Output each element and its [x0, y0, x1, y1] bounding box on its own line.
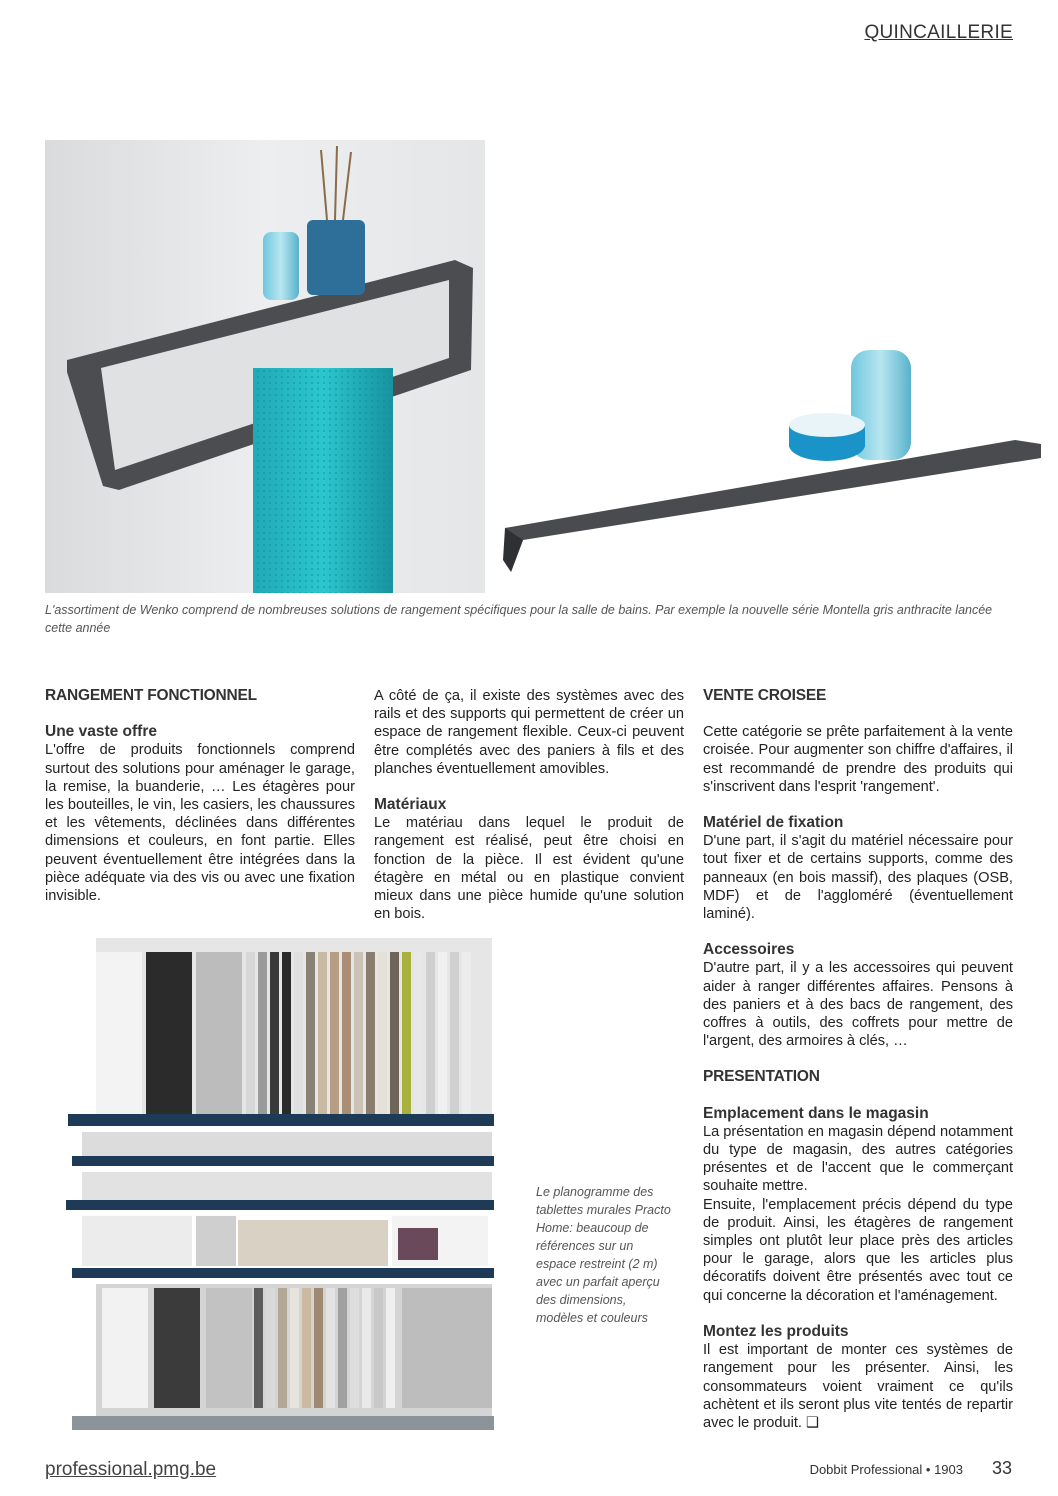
subheading-emplacement: Emplacement dans le magasin: [703, 1104, 929, 1122]
planogram-display-photo: [62, 938, 504, 1438]
paragraph: D'autre part, il y a les accessoires qui peuvent aider à ranger différentes affaires. Pensons à des paniers et à des bacs de rangement, des coffres à outils, des coffrets pour mettre de l'argent, des armoires à clés, …: [703, 960, 1013, 1050]
paragraph: La présentation en magasin dépend notamment du type de magasin, des autres catégories présentes et de l'accent que le commerçant souhaite mettre.: [703, 1123, 1013, 1195]
column-2: [374, 687, 684, 923]
subheading-montez: Montez les produits: [703, 1322, 849, 1340]
paragraph: Cette catégorie se prête parfaitement à la vente croisée. Pour augmenter son chiffre d'affaires, il est recommandé de prendre des produits qui s'inscrivent dans l'esprit 'rangement'.: [703, 724, 1013, 795]
paragraph: Le matériau dans lequel le produit de rangement est réalisé, peut être choisi en fonction de la pièce. Il est évident qu'une étagère en métal ou en plastique convient mieux dans une pièce humide qu'une solution en bois.: [374, 815, 684, 923]
magazine-issue: Dobbit Professional • 1903: [809, 1462, 963, 1477]
website-link[interactable]: professional.pmg.be: [45, 1459, 217, 1480]
column-3: [703, 687, 1013, 1432]
subheading-materiel-fixation: Matériel de fixation: [703, 814, 844, 832]
column-1: [45, 687, 355, 905]
paragraph: D'une part, il s'agit du matériel nécessaire pour tout fixer et de certains supports, comme des panneaux (en bois massif), des plaques (OSB, MDF) et de l'aggloméré (éventuellement laminé).: [703, 833, 1013, 923]
bathroom-shelves-photo: [45, 140, 1041, 593]
heading-rangement: RANGEMENT FONCTIONNEL: [45, 687, 257, 704]
heading-vente-croisee: VENTE CROISEE: [703, 687, 827, 704]
end-mark: ❑: [806, 1414, 820, 1431]
paragraph: L'offre de produits fonctionnels comprend surtout des solutions pour aménager le garage, la remise, la buanderie, … Les étagères pour les bouteilles, le vin, les casiers, les chaussures et les vêtements, déclinées dans différentes dimensions et couleurs, en font partie. Elles peuvent éventuellement être intégrées dans la pièce adéquate via des vis ou avec une fixation invisible.: [45, 742, 355, 905]
paragraph: A côté de ça, il existe des systèmes avec des rails et des supports qui permettent de créer un espace de rangement flexible. Ceux-ci peuvent être complétés avec des paniers à fils et des planches éventuellement amovibles.: [374, 688, 684, 777]
section-label: QUINCAILLERIE: [864, 22, 1013, 43]
paragraph-text: Il est important de monter ces systèmes de rangement pour les présenter. Ainsi, les consommateurs voient vraiment ce qu'ils achètent et ils seront plus vite tentés de repartir avec le produit.: [703, 1342, 1013, 1431]
page-number: 33: [991, 1458, 1012, 1478]
subheading-accessoires: Accessoires: [703, 941, 795, 959]
heading-presentation: PRESENTATION: [703, 1068, 820, 1086]
paragraph: [703, 1341, 1013, 1432]
paragraph: Ensuite, l'emplacement précis dépend du type de produit. Ainsi, les étagères de rangement simples ont plutôt leur place près des articles pour le garage, alors que les articles plus décoratifs doivent être présentés avec tout ce qui concerne la décoration et l'aménagement.: [703, 1196, 1013, 1304]
subheading-vaste-offre: Une vaste offre: [45, 723, 157, 741]
subheading-materiaux: Matériaux: [374, 796, 447, 814]
photo-caption: L'assortiment de Wenko comprend de nombreuses solutions de rangement spécifiques pour la salle de bains. Par exemple la nouvelle série Montella gris anthracite lancée cette année: [45, 603, 993, 635]
planogram-caption: Le planogramme des tablettes murales Practo Home: beaucoup de références sur un espace restreint (2 m) avec un parfait aperçu des dimensions, modèles et couleurs: [536, 1185, 671, 1325]
